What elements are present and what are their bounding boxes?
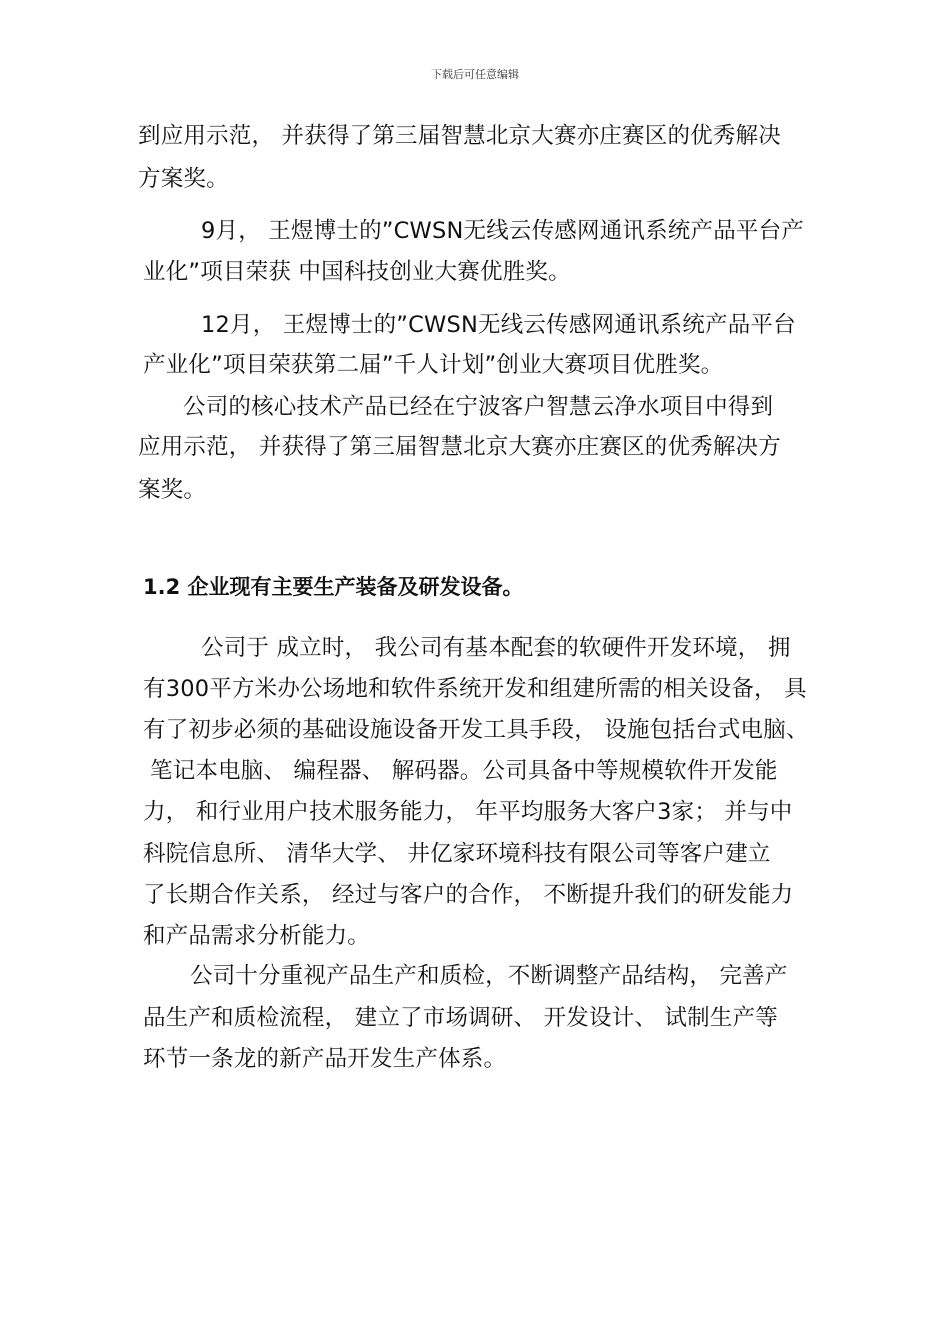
section-heading: 1.2 企业现有主要生产装备及研发设备。 (143, 575, 524, 599)
paragraph-line: 12月， 王煜博士的”CWSN无线云传感网通讯系统产品平台 (201, 312, 796, 338)
page-header-note: 下载后可任意编辑 (431, 68, 519, 81)
paragraph-line: 到应用示范， 并获得了第三届智慧北京大赛亦庄赛区的优秀解决 (138, 123, 781, 149)
paragraph-line: 9月， 王煜博士的”CWSN无线云传感网通讯系统产品平台产 (201, 218, 804, 244)
paragraph-line: 科院信息所、 清华大学、 井亿家环境科技有限公司等客户建立 (143, 841, 771, 867)
paragraph-line: 公司于 成立时， 我公司有基本配套的软硬件开发环境， 拥 (201, 635, 791, 661)
paragraph-line: 应用示范， 并获得了第三届智慧北京大赛亦庄赛区的优秀解决方 (138, 434, 781, 460)
paragraph-line: 公司十分重视产品生产和质检，不断调整产品结构， 完善产 (190, 963, 788, 989)
paragraph-line: 有了初步必须的基础设施设备开发工具手段， 设施包括台式电脑、 (143, 717, 809, 743)
paragraph-line: 产业化”项目荣获第二届”千人计划”创业大赛项目优胜奖。 (143, 352, 724, 378)
paragraph-line: 案奖。 (138, 477, 207, 503)
paragraph-line: 有300平方米办公场地和软件系统开发和组建所需的相关设备， 具 (143, 676, 807, 702)
paragraph-line: 和产品需求分析能力。 (143, 923, 371, 949)
paragraph-line: 笔记本电脑、 编程器、 解码器。公司具备中等规模软件开发能 (150, 758, 778, 784)
paragraph-line: 了长期合作关系， 经过与客户的合作， 不断提升我们的研发能力 (143, 882, 794, 908)
paragraph-line: 公司的核心技术产品已经在宁波客户智慧云净水项目中得到 (183, 394, 774, 420)
paragraph-line: 方案奖。 (138, 166, 229, 192)
paragraph-line: 力， 和行业用户技术服务能力， 年平均服务大客户3家； 并与中 (143, 799, 793, 825)
paragraph-line: 品生产和质检流程， 建立了市场调研、 开发设计、 试制生产等 (143, 1005, 778, 1031)
paragraph-line: 业化”项目荣获 中国科技创业大赛优胜奖。 (143, 259, 571, 285)
paragraph-line: 环节一条龙的新产品开发生产体系。 (143, 1046, 507, 1072)
